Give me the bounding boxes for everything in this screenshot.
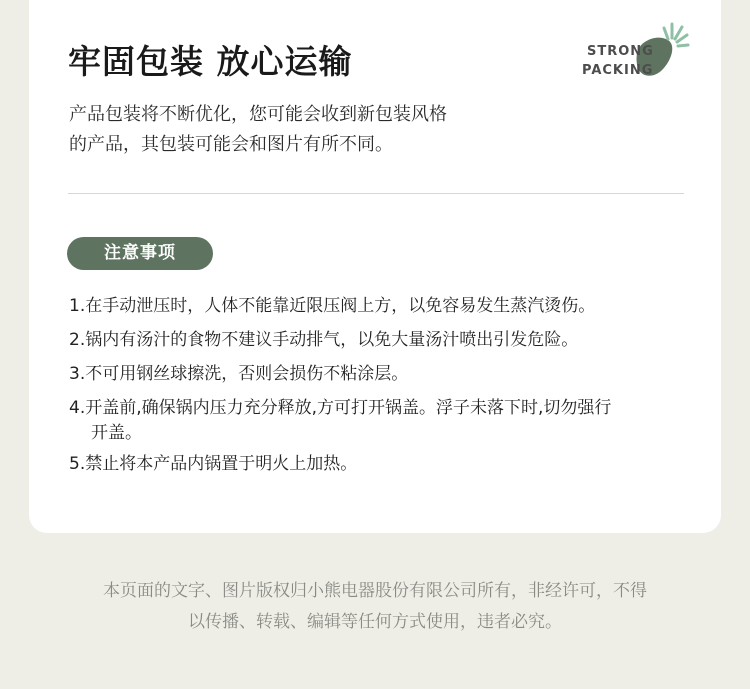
notice-item-continuation: 开盖。 — [91, 423, 142, 443]
divider — [68, 193, 684, 194]
notice-item: 4.开盖前,确保锅内压力充分释放,方可打开锅盖。浮子未落下时,切勿强行 — [69, 398, 612, 418]
intro-text — [69, 100, 669, 160]
notice-item: 1.在手动泄压时，人体不能靠近限压阀上方，以免容易发生蒸汽烫伤。 — [69, 296, 596, 316]
copyright-footer — [0, 576, 750, 638]
intro-line-2: 的产品，其包装可能会和图片有所不同。 — [69, 134, 393, 155]
page-title: 牢固包装 放心运输 — [68, 42, 353, 81]
footer-line-1: 本页面的文字、图片版权归小熊电器股份有限公司所有，非经许可，不得 — [103, 581, 647, 601]
intro-line-1: 产品包装将不断优化，您可能会收到新包装风格 — [69, 104, 447, 125]
notice-list — [69, 289, 689, 481]
footer-line-2: 以传播、转载、编辑等任何方式使用，违者必究。 — [188, 612, 562, 632]
notice-item: 5.禁止将本产品内锅置于明火上加热。 — [69, 454, 358, 474]
notice-item: 3.不可用钢丝球擦洗，否则会损伤不粘涂层。 — [69, 364, 409, 384]
notice-item: 2.锅内有汤汁的食物不建议手动排气，以免大量汤汁喷出引发危险。 — [69, 330, 579, 350]
notice-badge: 注意事项 — [67, 237, 213, 270]
brand-badge — [576, 20, 696, 82]
brand-line-2: PACKING — [582, 63, 654, 78]
brand-line-1: STRONG — [587, 44, 654, 59]
